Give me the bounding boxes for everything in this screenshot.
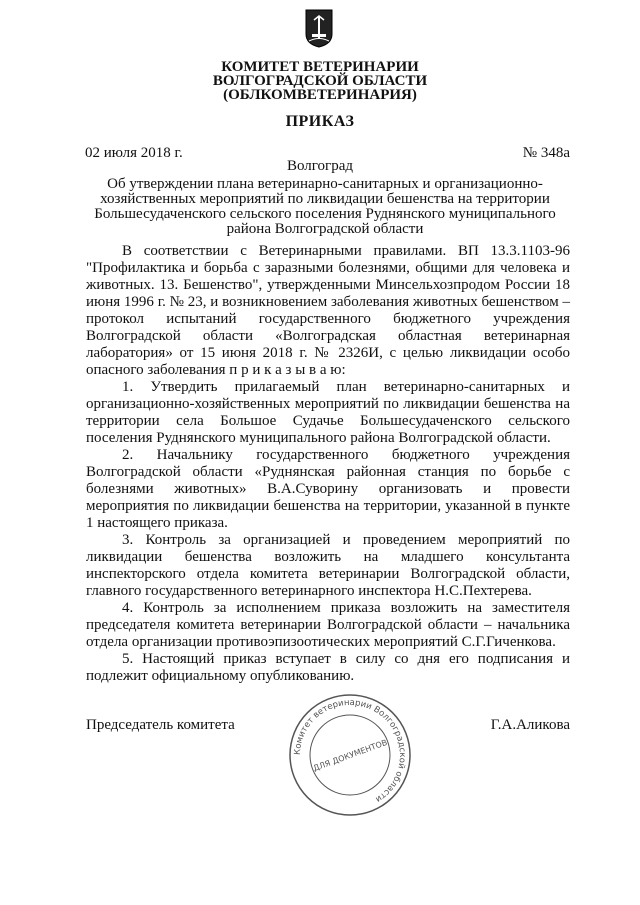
- signer-position: Председатель комитета: [86, 717, 235, 733]
- coat-of-arms-emblem-icon: [304, 8, 334, 48]
- committee-abbreviation: (ОБЛКОМВЕТЕРИНАРИЯ): [223, 87, 417, 103]
- committee-name-line2: ВОЛГОГРАДСКОЙ ОБЛАСТИ: [212, 73, 428, 89]
- stamp-center-text: ДЛЯ ДОКУМЕНТОВ: [311, 737, 389, 774]
- clause-5: 5. Настоящий приказ вступает в силу со дня его подписания и подлежит официальному опубликованию.: [86, 651, 570, 684]
- committee-name-line1: КОМИТЕТ ВЕТЕРИНАРИИ: [221, 59, 419, 75]
- document-type-title: ПРИКАЗ: [285, 113, 355, 130]
- signer-name: Г.А.Аликова: [490, 717, 570, 733]
- stamp-ring-text: Комитет ветеринарии Волгоградской области: [292, 697, 408, 805]
- clause-3: 3. Контроль за организацией и проведением мероприятий по ликвидации бешенства возложить на младшего консультанта инспекторского отдела комитета ветеринарии Волгоградской области, главного государственного ветеринарного инспектора Н.С.Пехтерева.: [86, 532, 570, 599]
- order-subject: Об утверждении плана ветеринарно-санитарных и организационно-хозяйственных мероприятий по ликвидации бешенства на территории Большесудаченского сельского поселения Руднянского муниципального района Волгоградской области: [94, 176, 556, 237]
- order-city: Волгоград: [286, 158, 353, 174]
- order-number: № 348а: [522, 145, 570, 161]
- clause-2: 2. Начальнику государственного бюджетного учреждения Волгоградской области «Руднянская районная станция по борьбе с болезнями животных» В.А.Суворину организовать и провести мероприятия по ликвидации бешенства на территории, указанной в пункте 1 настоящего приказа.: [86, 447, 570, 531]
- order-date: 02 июля 2018 г.: [85, 145, 183, 161]
- order-body: [86, 243, 570, 685]
- clause-4: 4. Контроль за исполнением приказа возложить на заместителя председателя комитета ветеринарии Волгоградской области – начальника отдела организации противоэпизоотических мероприятий С.Г.Гиченкова.: [86, 600, 570, 650]
- preamble-paragraph: В соответствии с Ветеринарными правилами. ВП 13.3.1103-96 "Профилактика и борьба с заразными болезнями, общими для человека и животных. 13. Бешенство", утвержденными Минсельхозпродом России 18 июня 1996 г. № 23, и возникновением заболевания животных бешенством – протокол испытаний государственного бюджетного учреждения Волгоградской области «Волгоградская областная ветеринарная лаборатория» от 15 июня 2018 г. № 2326И, с целью ликвидации особо опасного заболевания п р и к а з ы в а ю:: [86, 243, 570, 378]
- official-stamp: [285, 690, 415, 820]
- clause-1: 1. Утвердить прилагаемый план ветеринарно-санитарных и организационно-хозяйственных мероприятий по ликвидации бешенства на территории села Большое Судачье Большесудаченского сельского поселения Руднянского муниципального района Волгоградской области.: [86, 379, 570, 446]
